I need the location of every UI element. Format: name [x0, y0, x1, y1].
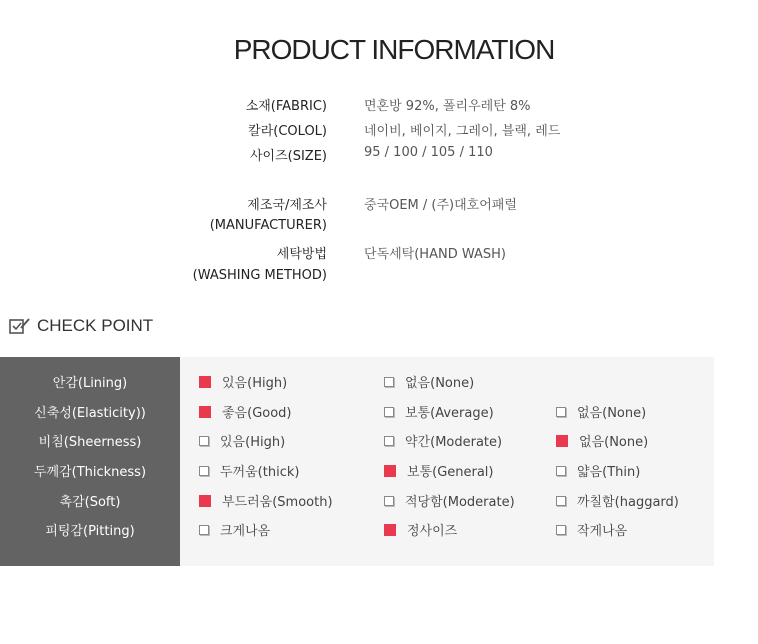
- check-option-label: 정사이즈: [407, 524, 458, 539]
- unchecked-box-icon: [556, 407, 566, 417]
- check-option-label: 없음(None): [405, 376, 475, 391]
- spec-label-washing-en: (WASHING METHOD): [192, 268, 327, 283]
- spec-value-washing: 단독세탁(HAND WASH): [364, 247, 506, 262]
- check-point-heading: [9, 314, 153, 338]
- unchecked-box-icon: [384, 377, 394, 387]
- spec-value-manufacturer: 중국OEM / (주)대호어패럴: [364, 198, 517, 213]
- check-option: [556, 402, 646, 421]
- check-option-label: 좋음(Good): [222, 406, 292, 421]
- check-row-label: 비침(Sheerness): [38, 435, 142, 450]
- unchecked-box-icon: [556, 466, 566, 476]
- check-option: [199, 431, 285, 450]
- check-option-label: 있음(High): [220, 435, 286, 450]
- unchecked-box-icon: [384, 496, 394, 506]
- check-row-label: 피팅감(Pitting): [45, 524, 135, 539]
- unchecked-box-icon: [384, 407, 394, 417]
- check-row-label: 신축성(Elasticity)): [34, 406, 146, 421]
- check-option: [199, 372, 287, 391]
- check-option-label: 있음(High): [222, 376, 288, 391]
- check-option: [199, 520, 270, 539]
- checked-box-icon: [199, 495, 211, 507]
- check-option-label: 두꺼움(thick): [220, 465, 300, 480]
- check-option-label: 보통(Average): [405, 406, 494, 421]
- check-option-label: 없음(None): [579, 435, 649, 450]
- checked-box-icon: [384, 524, 396, 536]
- check-point-table: [0, 357, 714, 566]
- unchecked-box-icon: [384, 436, 394, 446]
- checked-box-icon: [199, 406, 211, 418]
- check-option-label: 부드러움(Smooth): [222, 495, 333, 510]
- spec-value-size: 95 / 100 / 105 / 110: [364, 145, 493, 160]
- unchecked-box-icon: [199, 436, 209, 446]
- check-option: [384, 402, 494, 421]
- check-row-label: 두께감(Thickness): [33, 465, 147, 480]
- check-row-label: 안감(Lining): [52, 376, 128, 391]
- check-option: [199, 491, 333, 510]
- check-option-label: 크게나옴: [220, 524, 271, 539]
- unchecked-box-icon: [556, 496, 566, 506]
- check-row-label: 촉감(Soft): [59, 495, 121, 510]
- check-option-label: 까칠함(haggard): [577, 495, 679, 510]
- spec-label-fabric: 소재(FABRIC): [245, 99, 327, 114]
- checked-box-icon: [556, 435, 568, 447]
- check-option-label: 적당함(Moderate): [405, 495, 515, 510]
- checklist-pencil-icon: [9, 317, 31, 335]
- unchecked-box-icon: [199, 525, 209, 535]
- check-option: [384, 372, 474, 391]
- unchecked-box-icon: [199, 466, 209, 476]
- check-option: [384, 431, 502, 450]
- checked-box-icon: [199, 376, 211, 388]
- check-option-label: 약간(Moderate): [405, 435, 503, 450]
- page-title: PRODUCT INFORMATION: [233, 34, 555, 65]
- check-option: [556, 461, 640, 480]
- check-option-label: 없음(None): [577, 406, 647, 421]
- check-option: [199, 461, 299, 480]
- spec-label-size: 사이즈(SIZE): [249, 149, 327, 164]
- spec-label-manufacturer-en: (MANUFACTURER): [209, 218, 327, 233]
- spec-value-color: 네이비, 베이지, 그레이, 블랙, 레드: [364, 124, 561, 139]
- spec-label-color: 칼라(COLOL): [248, 124, 327, 139]
- unchecked-box-icon: [556, 525, 566, 535]
- check-option: [556, 520, 627, 539]
- check-option: [384, 520, 457, 539]
- check-option: [556, 431, 648, 450]
- check-option: [384, 461, 494, 480]
- check-point-title: CHECK POINT: [37, 316, 154, 335]
- spec-value-fabric: 면혼방 92%, 폴리우레탄 8%: [364, 99, 531, 114]
- spec-label-manufacturer: 제조국/제조사: [247, 198, 327, 213]
- check-option: [556, 491, 679, 510]
- checked-box-icon: [384, 465, 396, 477]
- check-option: [199, 402, 292, 421]
- spec-label-washing: 세탁방법: [276, 247, 327, 262]
- check-option-label: 작게나옴: [577, 524, 628, 539]
- check-option-label: 보통(General): [407, 465, 494, 480]
- check-option-label: 얇음(Thin): [577, 465, 641, 480]
- check-option: [384, 491, 515, 510]
